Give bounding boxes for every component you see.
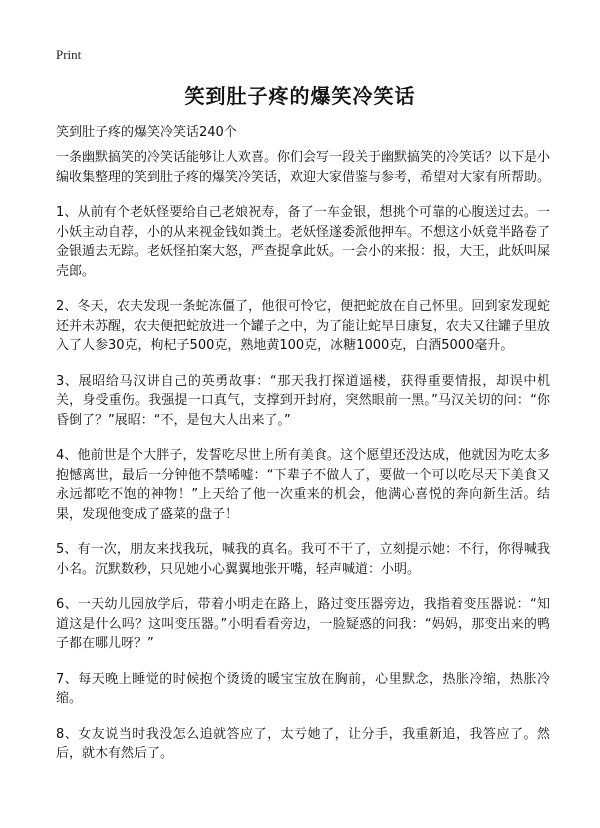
joke-paragraph-5: 5、有一次，朋友来找我玩，喊我的真名。我可不干了，立刻提示她：不行，你得喊我小名。沉默数秒，只见她小心翼翼地张开嘴，轻声喊道：小明。 (56, 542, 550, 577)
joke-paragraph-2: 2、冬天，农夫发现一条蛇冻僵了，他很可怜它，便把蛇放在自己怀里。回到家发现蛇还并未苏醒，农夫便把蛇放进一个罐子之中，为了能让蛇早日康复，农夫又往罐子里放入了人参30克，枸杞子500克，熟地黄100克，冰糖1000克，白酒5000毫升。 (56, 299, 551, 353)
joke-paragraph-7: 7、每天晚上睡觉的时候抱个烫烫的暖宝宝放在胸前，心里默念，热胀冷缩，热胀冷缩。 (56, 671, 550, 706)
joke-paragraph-3: 3、展昭给马汉讲自己的英勇故事：“那天我打探道遥楼，获得重要情报，却误中机关，身受重伤。我强提一口真气，支撑到开封府，突然眼前一黑。”马汉关切的问：“你昏倒了？”展昭：“不，是包大人出来了。” (56, 373, 550, 428)
page-title: 笑到肚子疼的爆笑冷笑话 (184, 84, 416, 108)
print-link[interactable]: Print (56, 47, 82, 62)
joke-paragraph-1: 1、从前有个老妖怪要给自己老娘祝寿，备了一车金银，想挑个可靠的心腹送过去。一小妖主动自荐，小的从来视金钱如粪土。老妖怪遂委派他押车。不想这小妖竟半路卷了金银遁去无踪。老妖怪拍案大怒，严查捉拿此妖。一会小的来报：报，大王，此妖叫屎壳郎。 (56, 205, 551, 279)
joke-paragraph-8: 8、女友说当时我没怎么追就答应了，太亏她了，让分手，我重新追，我答应了。然后，就木有然后了。 (56, 726, 550, 761)
intro-paragraph: 一条幽默搞笑的冷笑话能够让人欢喜。你们会写一段关于幽默搞笑的冷笑话？以下是小编收集整理的笑到肚子疼的爆笑冷笑话，欢迎大家借鉴与参考，希望对大家有所帮助。 (56, 150, 551, 185)
joke-paragraph-4: 4、他前世是个大胖子，发誓吃尽世上所有美食。这个愿望还没达成，他就因为吃太多抱憾离世，最后一分钟他不禁唏嘘：“下辈子不做人了，要做一个可以吃尽天下美食又永远都吃不饱的神物！”上天给了他一次重来的机会，他满心喜悦的奔向新生活。结果，发现他变成了盛菜的盘子！ (56, 448, 550, 522)
joke-paragraph-6: 6、一天幼儿园放学后，带着小明走在路上，路过变压器旁边，我指着变压器说：“知道这是什么吗？这叫变压器。”小明看看旁边，一脸疑惑的问我：“妈妈，那变出来的鸭子都在哪儿呀？” (56, 597, 550, 651)
page-subtitle: 笑到肚子疼的爆笑冷笑话240个 (56, 125, 237, 140)
article-body (56, 148, 550, 780)
